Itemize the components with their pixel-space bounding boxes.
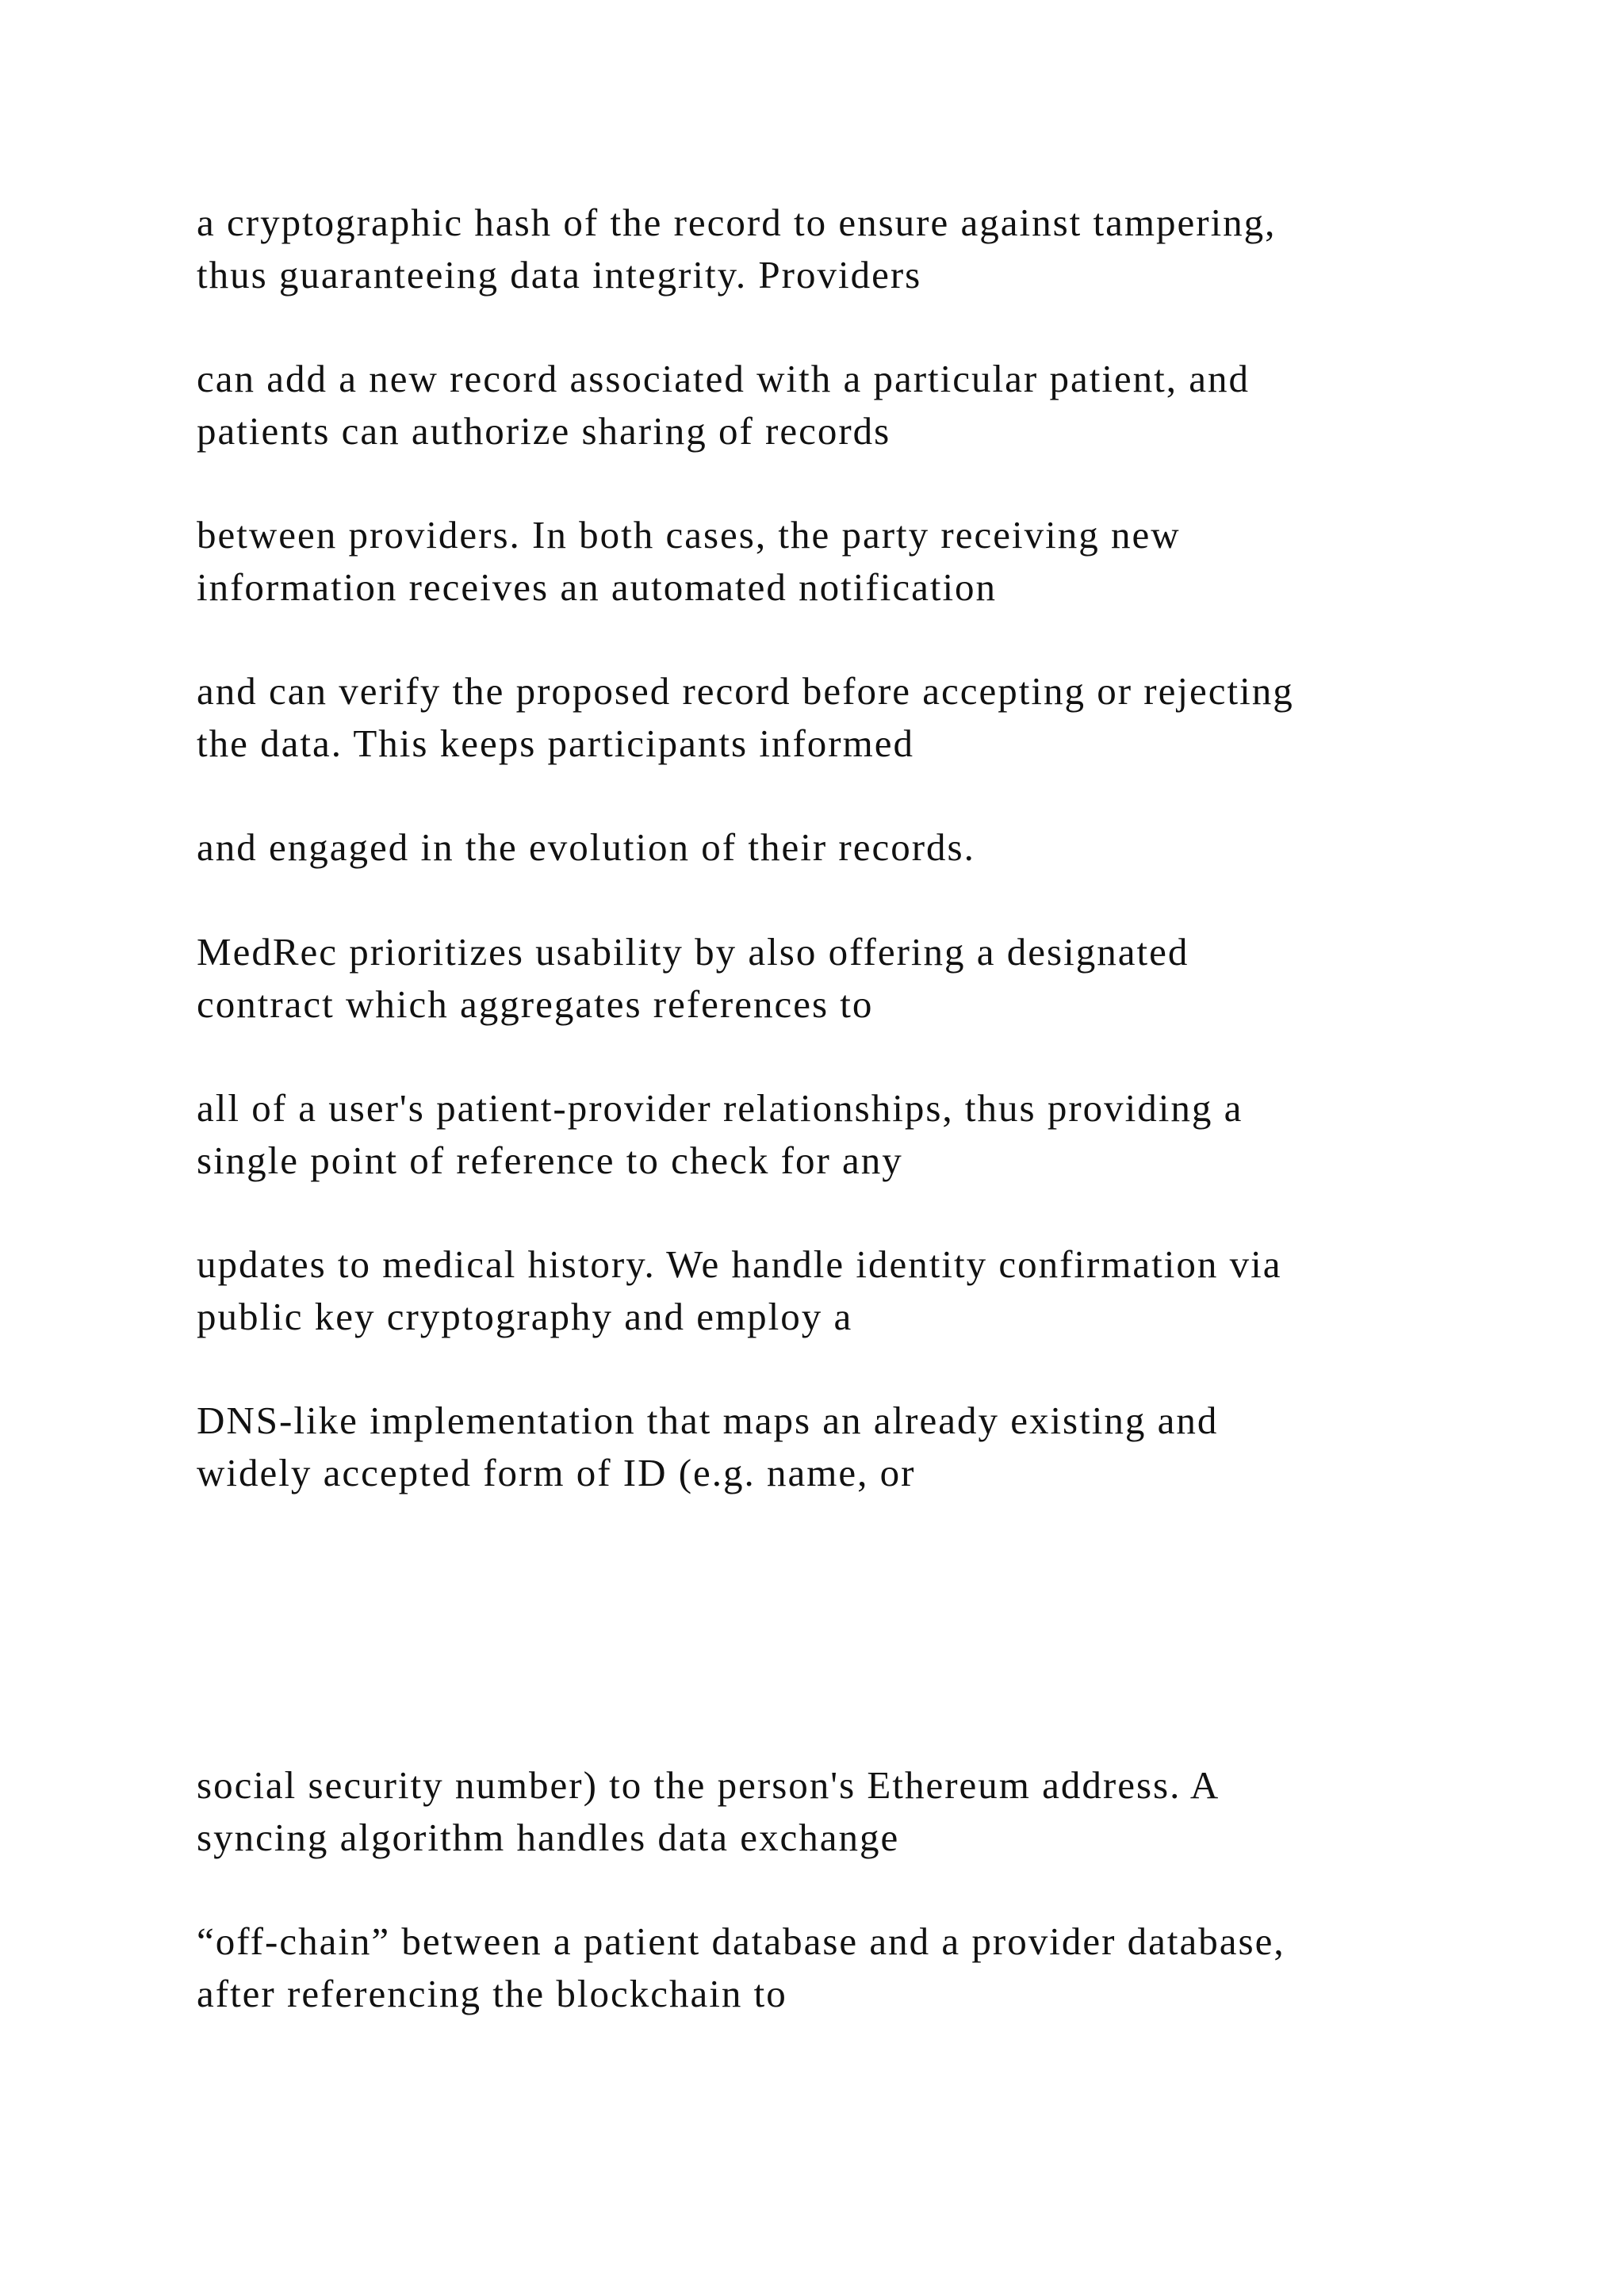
paragraph — [197, 509, 1545, 614]
text-line: after referencing the blockchain to — [197, 1972, 787, 2015]
text-line: a cryptographic hash of the record to ensure against tampering, — [197, 201, 1277, 244]
text-line: social security number) to the person's Ethereum address. A — [197, 1763, 1220, 1807]
text-line: between providers. In both cases, the party receiving new — [197, 513, 1181, 557]
paragraph — [197, 197, 1545, 301]
text-line: updates to medical history. We handle identity confirmation via — [197, 1242, 1282, 1286]
text-line: patients can authorize sharing of records — [197, 409, 891, 453]
text-line: and can verify the proposed record before accepting or rejecting — [197, 669, 1294, 713]
text-line: can add a new record associated with a particular patient, and — [197, 357, 1251, 400]
paragraph — [197, 1915, 1545, 2020]
text-line: DNS-like implementation that maps an already existing and — [197, 1399, 1219, 1442]
paragraph — [197, 821, 1545, 874]
text-line: MedRec prioritizes usability by also offering a designated — [197, 930, 1189, 974]
text-line: the data. This keeps participants informed — [197, 721, 914, 765]
text-line: “off-chain” between a patient database and a provider database, — [197, 1919, 1285, 1963]
text-line: thus guaranteeing data integrity. Providers — [197, 253, 922, 297]
paragraph — [197, 926, 1545, 1031]
paragraph — [197, 1082, 1545, 1187]
text-line: all of a user's patient-provider relationships, thus providing a — [197, 1086, 1243, 1130]
text-line: syncing algorithm handles data exchange — [197, 1816, 900, 1859]
text-line: widely accepted form of ID (e.g. name, or — [197, 1451, 916, 1494]
text-line: information receives an automated notification — [197, 565, 998, 609]
text-line: public key cryptography and employ a — [197, 1295, 853, 1338]
paragraph — [197, 1395, 1545, 1499]
paragraph — [197, 665, 1545, 770]
text-line: contract which aggregates references to — [197, 982, 874, 1026]
paragraph — [197, 353, 1545, 457]
text-line: and engaged in the evolution of their records. — [197, 825, 975, 869]
paragraph — [197, 1238, 1545, 1343]
text-line: single point of reference to check for any — [197, 1138, 903, 1182]
paragraph — [197, 1759, 1545, 1864]
